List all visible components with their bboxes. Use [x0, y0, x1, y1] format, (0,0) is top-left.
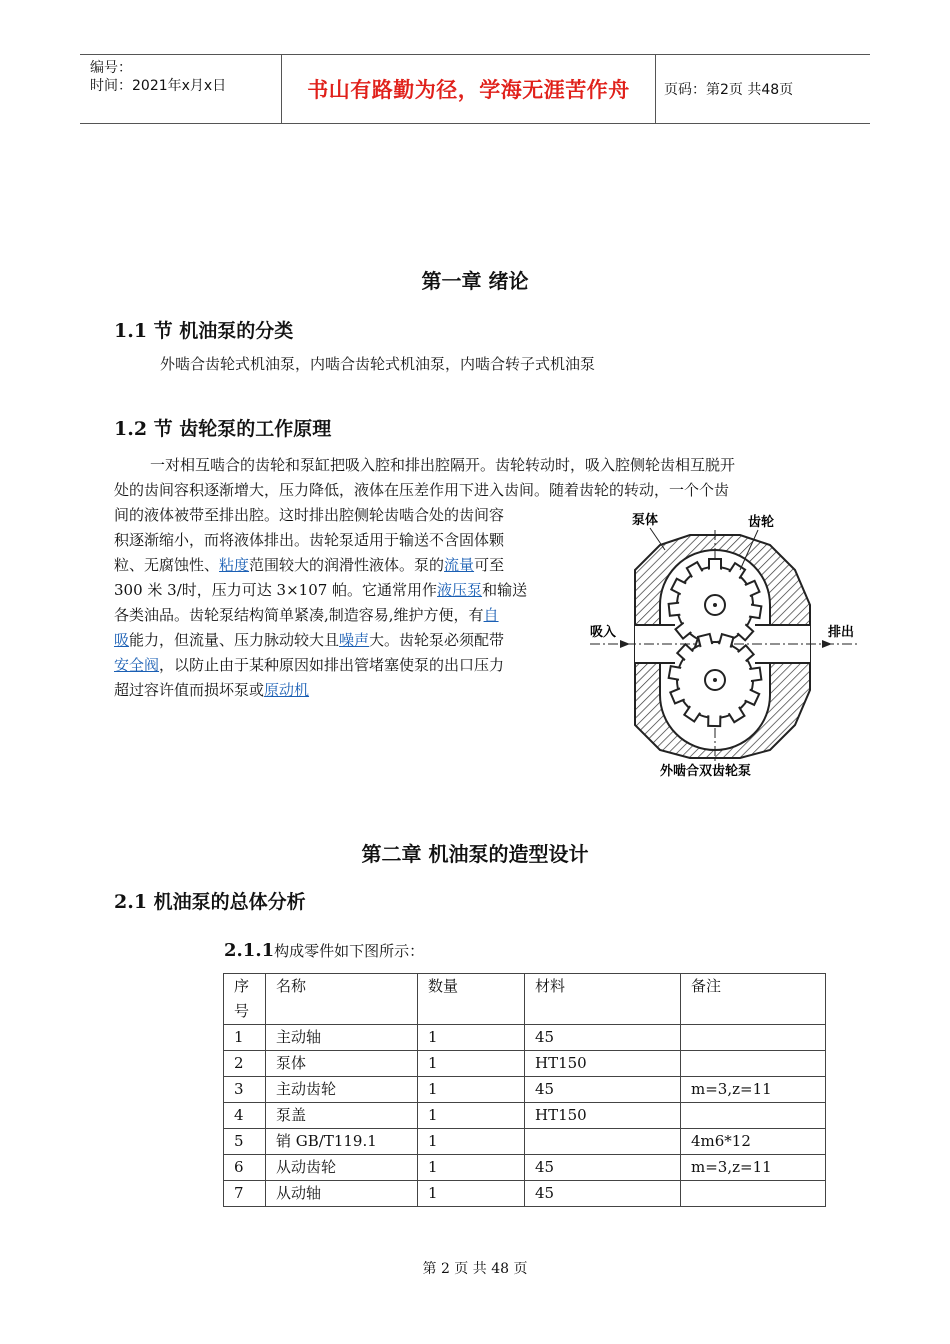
figure-caption: 外啮合双齿轮泵 — [660, 764, 752, 779]
para-line-1: 一对相互啮合的齿轮和泵缸把吸入腔和排出腔隔开。齿轮转动时，吸入腔侧轮齿相互脱开 — [150, 456, 736, 474]
table-cell: HT150 — [525, 1051, 681, 1077]
para-text: ，以防止由于某种原因如排出管堵塞使泵的出口压力 — [159, 656, 505, 674]
table-cell: 1 — [418, 1181, 525, 1207]
header-cell-note: 备注 — [681, 974, 826, 1025]
table-header-row — [224, 974, 826, 1025]
table-cell: m=3,z=11 — [681, 1155, 826, 1181]
link-viscosity[interactable]: 粘度 — [219, 556, 250, 574]
table-cell: 从动轴 — [266, 1181, 418, 1207]
table-cell: 4m6*12 — [681, 1129, 826, 1155]
header-cell-index: 序号 — [224, 974, 266, 1025]
para-text: 范围较大的润滑性液体。泵的 — [249, 556, 445, 574]
para-line-3: 间的液体被带至排出腔。这时排出腔侧轮齿啮合处的齿间容 — [114, 506, 505, 524]
table-cell: 7 — [224, 1181, 266, 1207]
chapter2-title: 第二章 机油泵的造型设计 — [361, 842, 589, 866]
para-text: 大。齿轮泵必须配带 — [369, 631, 505, 649]
section-2-1-1-number: 2.1.1 — [224, 940, 275, 961]
table-cell — [681, 1051, 826, 1077]
link-flow[interactable]: 流量 — [444, 556, 475, 574]
label-pump-body: 泵体 — [632, 513, 659, 528]
header-motto: 书山有路勤为径，学海无涯苦作舟 — [281, 55, 656, 123]
link-self-priming-2[interactable]: 吸 — [114, 631, 130, 649]
para-line-8 — [114, 628, 504, 653]
table-cell: 1 — [418, 1129, 525, 1155]
table-cell — [681, 1025, 826, 1051]
table-cell: 1 — [418, 1155, 525, 1181]
label-gear: 齿轮 — [748, 515, 775, 530]
outlet-arrow — [822, 640, 832, 648]
header-meta — [90, 59, 226, 95]
table-row — [224, 1077, 826, 1103]
section-2-1-1-text: 构成零件如下图所示： — [274, 942, 425, 960]
header-cell-name: 名称 — [266, 974, 418, 1025]
table-cell: 45 — [525, 1181, 681, 1207]
serial-label: 编号： — [90, 60, 132, 76]
table-cell: 主动轴 — [266, 1025, 418, 1051]
page-header — [80, 54, 870, 124]
parts-table — [223, 973, 826, 1207]
page-footer: 第 2 页 共 48 页 — [422, 1261, 528, 1277]
header-cell-qty: 数量 — [418, 974, 525, 1025]
section-1-1-text: 外啮合齿轮式机油泵，内啮合齿轮式机油泵，内啮合转子式机油泵 — [160, 355, 596, 373]
para-line-7 — [114, 603, 499, 628]
table-cell: 45 — [525, 1155, 681, 1181]
table-cell: 6 — [224, 1155, 266, 1181]
table-row — [224, 1129, 826, 1155]
label-outlet: 排出 — [828, 625, 855, 640]
para-line-9 — [114, 653, 504, 678]
table-cell: 3 — [224, 1077, 266, 1103]
table-cell — [681, 1181, 826, 1207]
para-text: 和输送 — [482, 581, 528, 599]
table-cell: 45 — [525, 1077, 681, 1103]
table-cell: 主动齿轮 — [266, 1077, 418, 1103]
table-row — [224, 1051, 826, 1077]
table-cell: HT150 — [525, 1103, 681, 1129]
inlet-arrow — [620, 640, 630, 648]
link-prime-mover[interactable]: 原动机 — [264, 681, 310, 699]
para-text: 300 米 3/时，压力可达 3×107 帕。它通常用作 — [114, 581, 438, 599]
table-row — [224, 1025, 826, 1051]
link-self-priming-1[interactable]: 自 — [483, 606, 499, 624]
table-cell: 45 — [525, 1025, 681, 1051]
section-1-2-title: 1.2 节 齿轮泵的工作原理 — [114, 418, 332, 440]
table-cell: 1 — [418, 1025, 525, 1051]
link-safety-valve[interactable]: 安全阀 — [114, 656, 160, 674]
gear-pump-figure — [590, 500, 860, 785]
table-cell: 4 — [224, 1103, 266, 1129]
para-line-6 — [114, 578, 527, 603]
section-1-1-title: 1.1 节 机油泵的分类 — [114, 320, 294, 342]
table-cell: 1 — [418, 1077, 525, 1103]
table-cell: 2 — [224, 1051, 266, 1077]
para-text: 超过容许值而损坏泵或 — [114, 681, 265, 699]
table-cell: 泵盖 — [266, 1103, 418, 1129]
table-cell: m=3,z=11 — [681, 1077, 826, 1103]
table-cell: 从动齿轮 — [266, 1155, 418, 1181]
header-page-info: 页码：第2页 共48页 — [664, 82, 794, 98]
table-cell: 泵体 — [266, 1051, 418, 1077]
para-line-4: 积逐渐缩小，而将液体排出。齿轮泵适用于输送不含固体颗 — [114, 531, 505, 549]
chapter1-title: 第一章 绪论 — [421, 269, 529, 293]
para-line-2: 处的齿间容积逐渐增大，压力降低，液体在压差作用下进入齿间。随着齿轮的转动，一个个齿 — [114, 481, 730, 499]
section-2-1-1-heading — [224, 938, 424, 964]
gear-pump-diagram — [590, 500, 860, 785]
para-line-5 — [114, 553, 504, 578]
table-cell: 1 — [418, 1103, 525, 1129]
link-hydraulic-pump[interactable]: 液压泵 — [437, 581, 483, 599]
table-row — [224, 1155, 826, 1181]
link-noise[interactable]: 噪声 — [339, 631, 370, 649]
label-inlet: 吸入 — [590, 625, 617, 640]
table-cell — [681, 1103, 826, 1129]
time-label: 时间：2021年x月x日 — [90, 78, 227, 94]
para-line-10 — [114, 678, 309, 703]
table-cell — [525, 1129, 681, 1155]
table-cell: 1 — [418, 1051, 525, 1077]
table-cell: 1 — [224, 1025, 266, 1051]
para-text: 粒、无腐蚀性、 — [114, 556, 220, 574]
header-cell-material: 材料 — [525, 974, 681, 1025]
table-row — [224, 1103, 826, 1129]
table-row — [224, 1181, 826, 1207]
para-text: 能力，但流量、压力脉动较大且 — [129, 631, 340, 649]
table-cell: 销 GB/T119.1 — [266, 1129, 418, 1155]
table-cell: 5 — [224, 1129, 266, 1155]
para-text: 可至 — [474, 556, 505, 574]
para-text: 各类油品。齿轮泵结构简单紧凑,制造容易,维护方便，有 — [114, 606, 484, 624]
section-2-1-title: 2.1 机油泵的总体分析 — [114, 891, 306, 913]
